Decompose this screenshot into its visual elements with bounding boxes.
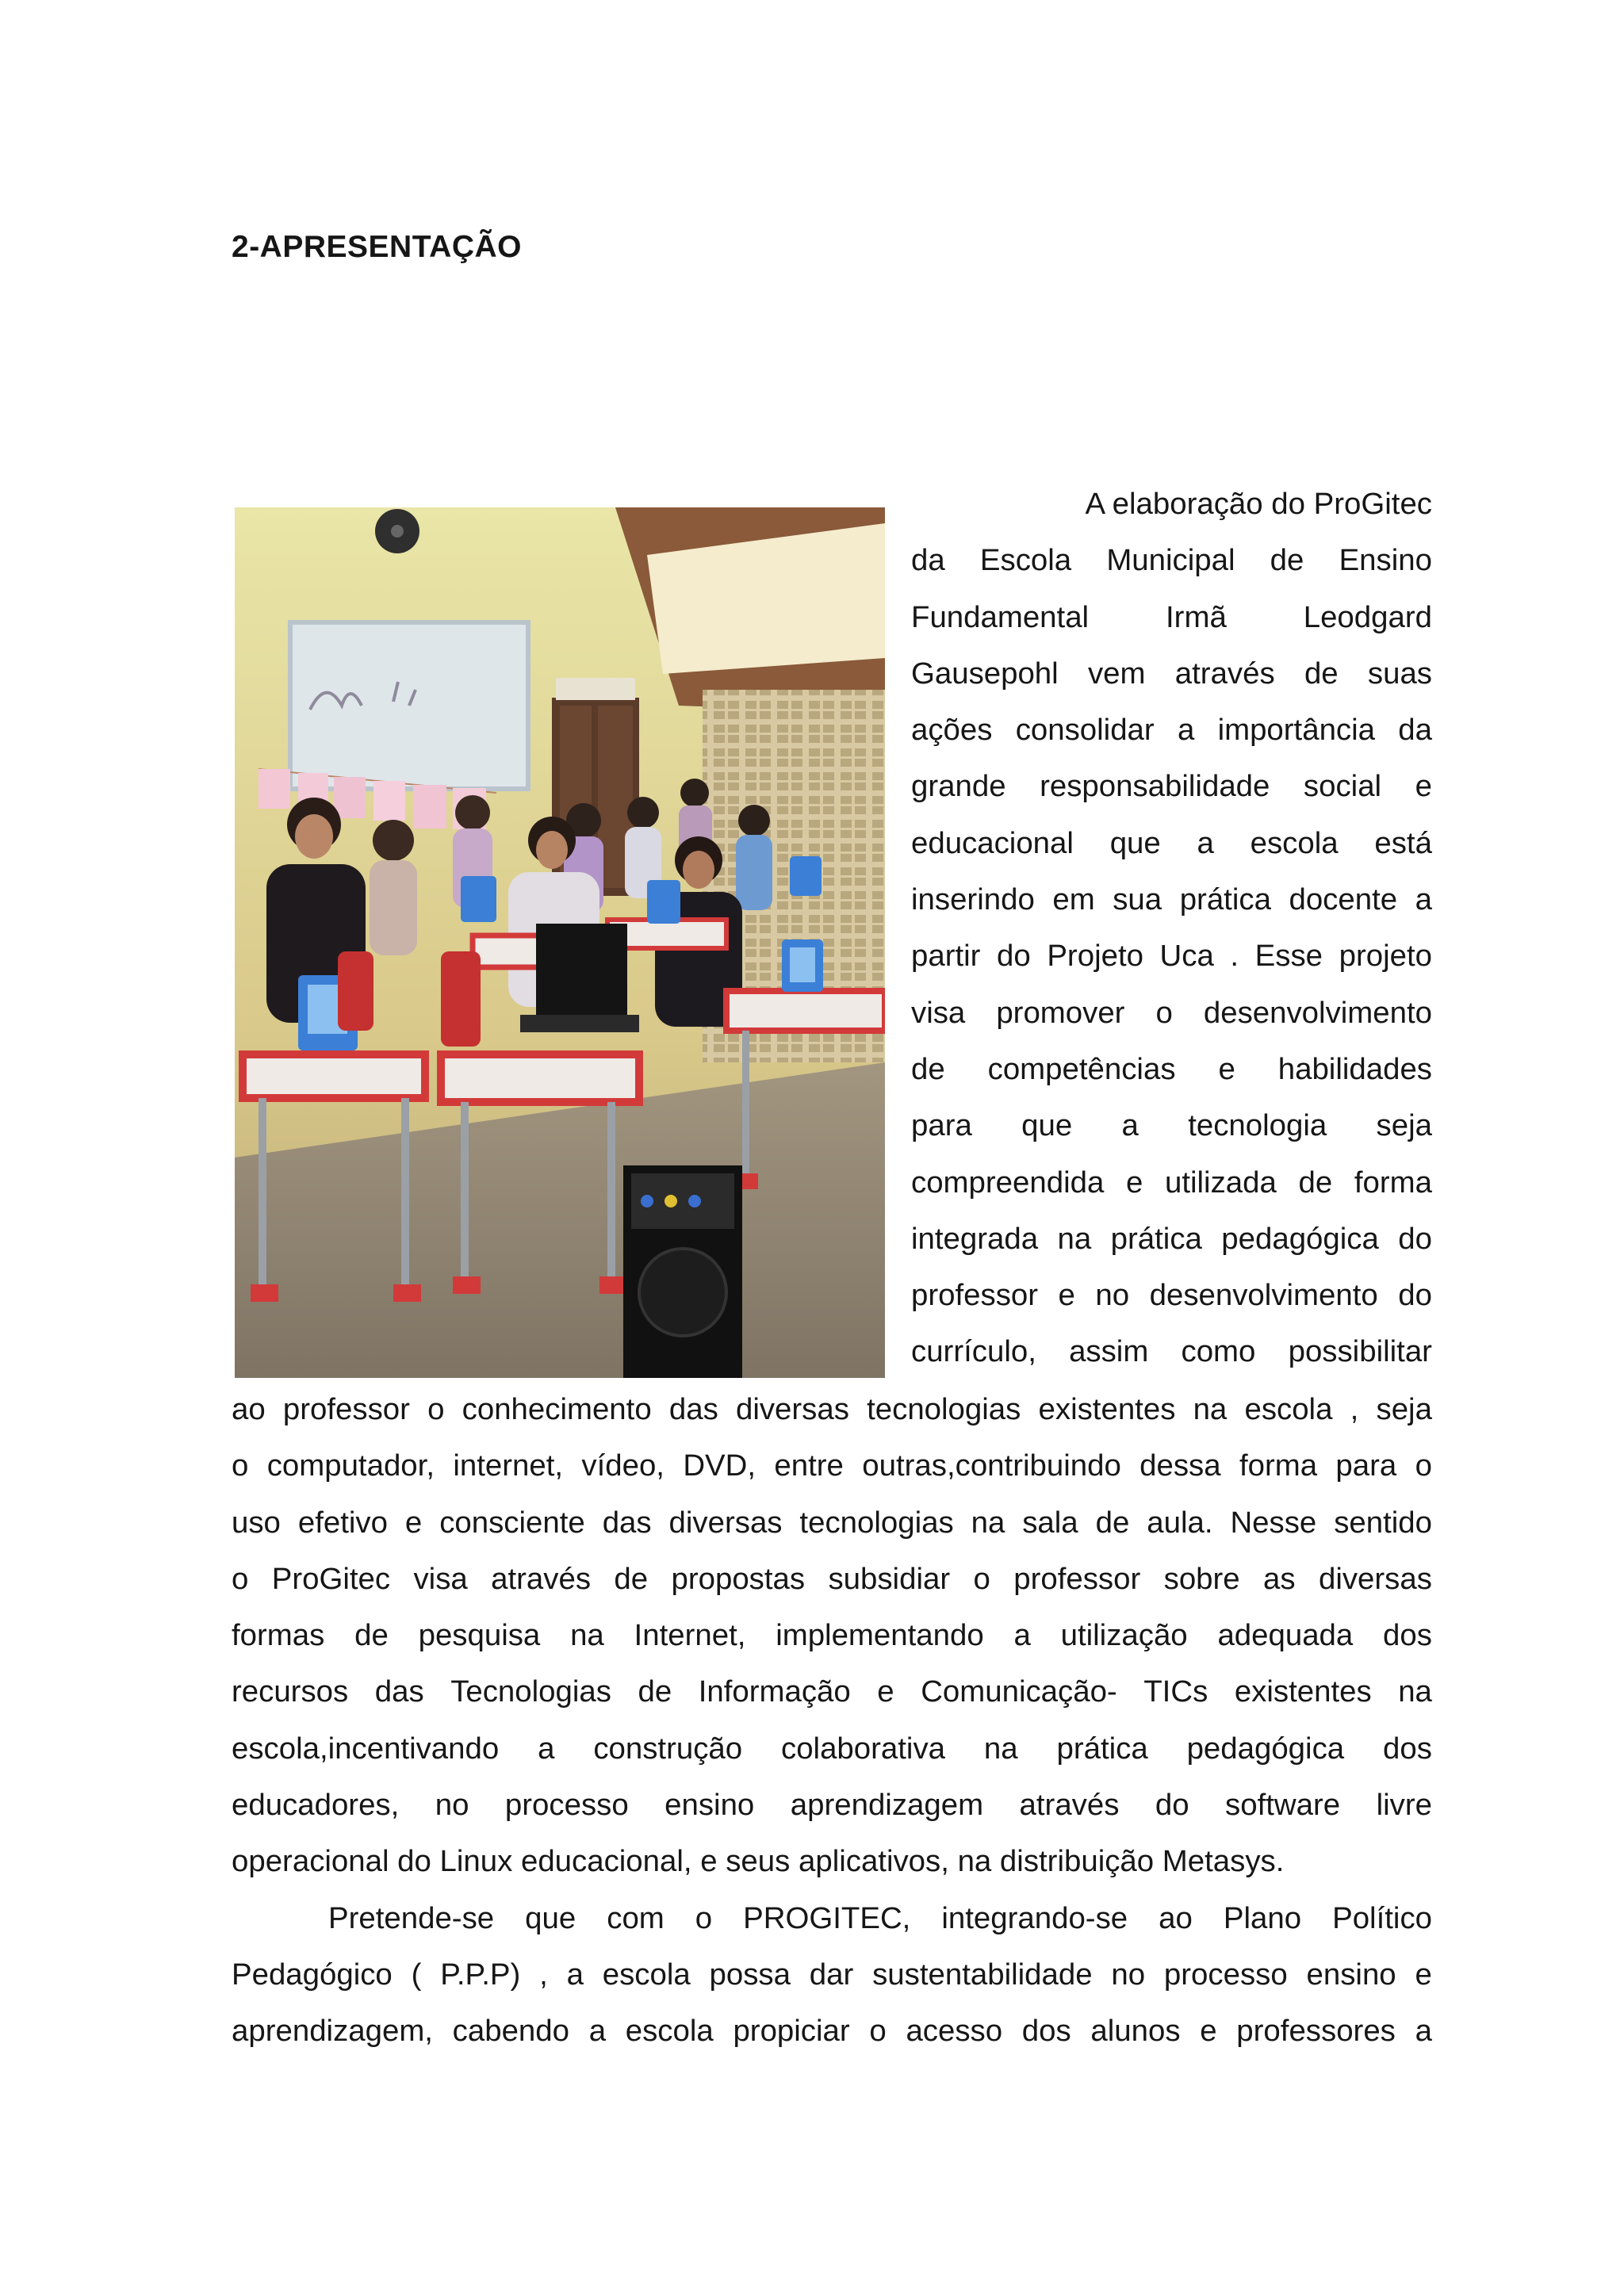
- paragraph-line: o computador, internet, vídeo, DVD, entre outras,contribuindo dessa forma para o: [232, 1448, 1432, 1483]
- paragraph-line: para que a tecnologia seja: [911, 1108, 1432, 1143]
- classroom-photo-illustration: [235, 507, 885, 1378]
- paragraph-line: visa promover o desenvolvimento: [911, 995, 1432, 1030]
- paragraph-line: escola,incentivando a construção colaborativa na prática pedagógica dos: [232, 1731, 1432, 1766]
- paragraph-line: Gausepohl vem através de suas: [911, 656, 1432, 691]
- paragraph-line: compreendida e utilizada de forma: [911, 1165, 1432, 1200]
- paragraph-line: Pretende-se que com o PROGITEC, integrando-se ao Plano Político: [328, 1900, 1432, 1935]
- paragraph-line: ações consolidar a importância da: [911, 713, 1432, 748]
- paragraph-line: professor e no desenvolvimento do: [911, 1278, 1432, 1313]
- paragraph-line: aprendizagem, cabendo a escola propiciar o acesso dos alunos e professores a: [232, 2014, 1432, 2049]
- paragraph-line: de competências e habilidades: [911, 1051, 1432, 1086]
- classroom-photo: [235, 507, 885, 1378]
- paragraph-line: inserindo em sua prática docente a: [911, 882, 1432, 917]
- paragraph-line: da Escola Municipal de Ensino: [911, 543, 1432, 578]
- paragraph-line: Fundamental Irmã Leodgard: [911, 599, 1432, 634]
- paragraph-line: formas de pesquisa na Internet, implementando a utilização adequada dos: [232, 1618, 1432, 1653]
- section-heading: 2-APRESENTAÇÃO: [232, 230, 522, 264]
- paragraph-line: Pedagógico ( P.P.P) , a escola possa dar sustentabilidade no processo ensino e: [232, 1957, 1432, 1992]
- paragraph-line: integrada na prática pedagógica do: [911, 1221, 1432, 1256]
- paragraph-line: educadores, no processo ensino aprendizagem através do software livre: [232, 1788, 1432, 1823]
- paragraph-line: operacional do Linux educacional, e seus aplicativos, na distribuição Metasys.: [232, 1844, 1285, 1879]
- paragraph-line: ao professor o conhecimento das diversas tecnologias existentes na escola , seja: [232, 1392, 1432, 1426]
- paragraph-line: grande responsabilidade social e: [911, 769, 1432, 804]
- paragraph-line: educacional que a escola está: [911, 825, 1432, 860]
- main-text-block: [232, 1381, 1432, 2060]
- paragraph-line: A elaboração do ProGitec: [1085, 487, 1432, 521]
- paragraph-line: o ProGitec visa através de propostas subsidiar o professor sobre as diversas: [232, 1561, 1432, 1596]
- paragraph-line: recursos das Tecnologias de Informação e Comunicação- TICs existentes na: [232, 1674, 1432, 1709]
- paragraph-line: partir do Projeto Uca . Esse projeto: [911, 939, 1432, 974]
- paragraph-line: uso efetivo e consciente das diversas tecnologias na sala de aula. Nesse sentido: [232, 1505, 1432, 1540]
- text-column-beside-photo: [911, 476, 1432, 1380]
- paragraph-line: currículo, assim como possibilitar: [911, 1334, 1432, 1369]
